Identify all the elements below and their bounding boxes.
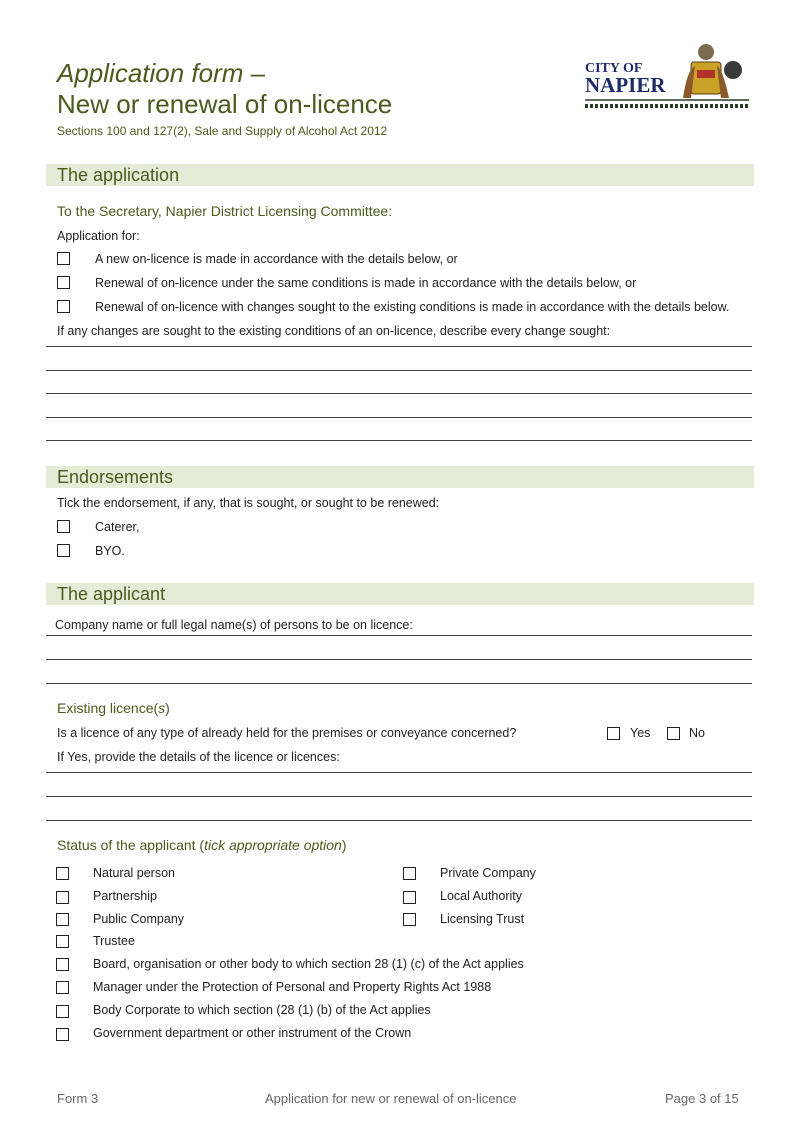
changes-input-line-5[interactable]	[46, 440, 752, 441]
checkbox-renewal-with-changes[interactable]	[57, 300, 70, 313]
checkbox-government-department[interactable]	[56, 1028, 69, 1041]
section-band-application	[46, 164, 754, 186]
option-caterer: Caterer,	[95, 520, 140, 534]
section-band-applicant	[46, 583, 754, 605]
changes-input-line-1[interactable]	[46, 346, 752, 347]
checkbox-caterer[interactable]	[57, 520, 70, 533]
option-licensing-trust: Licensing Trust	[440, 912, 525, 926]
checkbox-public-company[interactable]	[56, 913, 69, 926]
decorative-border-icon	[585, 100, 749, 106]
form-title-line1: Application form –	[57, 58, 266, 88]
coat-of-arms-icon	[683, 44, 742, 98]
section-title-applicant: The applicant	[57, 584, 166, 604]
section-title-endorsements: Endorsements	[57, 467, 174, 487]
footer-page-number: Page 3 of 15	[665, 1091, 739, 1106]
no-label: No	[689, 726, 705, 740]
option-public-company: Public Company	[93, 912, 185, 926]
option-renewal-with-changes: Renewal of on-licence with changes sought to the existing conditions is made in accordance with the details below.	[95, 300, 730, 314]
changes-input-line-4[interactable]	[46, 417, 752, 418]
application-for-label: Application for:	[57, 229, 140, 243]
option-board-organisation: Board, organisation or other body to which section 28 (1) (c) of the Act applies	[93, 957, 524, 971]
checkbox-byo[interactable]	[57, 544, 70, 557]
option-local-authority: Local Authority	[440, 889, 522, 903]
option-body-corporate: Body Corporate to which section (28 (1) (b) of the Act applies	[93, 1003, 431, 1017]
logo-line1: CITY OF	[585, 61, 643, 76]
checkbox-no[interactable]	[667, 727, 680, 740]
checkbox-new-licence[interactable]	[57, 252, 70, 265]
yes-label: Yes	[630, 726, 651, 740]
section-title-application: The application	[57, 165, 180, 185]
option-renewal-same-conditions: Renewal of on-licence under the same conditions is made in accordance with the details below, or	[95, 276, 637, 290]
changes-input-line-2[interactable]	[46, 370, 752, 371]
option-partnership: Partnership	[93, 889, 157, 903]
licence-details-prompt: If Yes, provide the details of the licence or licences:	[57, 750, 340, 764]
checkbox-private-company[interactable]	[403, 867, 416, 880]
checkbox-board-organisation[interactable]	[56, 958, 69, 971]
option-natural-person: Natural person	[93, 866, 175, 880]
option-new-licence: A new on-licence is made in accordance with the details below, or	[95, 252, 458, 266]
company-name-input-line-2[interactable]	[46, 659, 752, 660]
checkbox-yes[interactable]	[607, 727, 620, 740]
existing-licence-heading: Existing licence(s)	[57, 700, 170, 716]
footer-title: Application for new or renewal of on-licence	[265, 1091, 517, 1106]
checkbox-natural-person[interactable]	[56, 867, 69, 880]
licence-details-input-line-2[interactable]	[46, 796, 752, 797]
option-byo: BYO.	[95, 544, 125, 558]
addressee-line: To the Secretary, Napier District Licensing Committee:	[57, 203, 393, 219]
city-of-napier-logo	[583, 40, 753, 118]
option-manager: Manager under the Protection of Personal and Property Rights Act 1988	[93, 980, 492, 994]
checkbox-renewal-same-conditions[interactable]	[57, 276, 70, 289]
checkbox-trustee[interactable]	[56, 935, 69, 948]
existing-licence-question: Is a licence of any type of already held for the premises or conveyance concerned?	[57, 726, 517, 740]
option-private-company: Private Company	[440, 866, 536, 880]
checkbox-licensing-trust[interactable]	[403, 913, 416, 926]
changes-input-line-3[interactable]	[46, 393, 752, 394]
endorsement-prompt: Tick the endorsement, if any, that is sought, or sought to be renewed:	[57, 496, 440, 510]
checkbox-manager[interactable]	[56, 981, 69, 994]
form-subtitle: Sections 100 and 127(2), Sale and Supply of Alcohol Act 2012	[57, 124, 388, 138]
section-band-endorsements	[46, 466, 754, 488]
checkbox-body-corporate[interactable]	[56, 1005, 69, 1018]
checkbox-local-authority[interactable]	[403, 891, 416, 904]
form-title-line2: New or renewal of on-licence	[57, 89, 393, 119]
status-heading: Status of the applicant (tick appropriate option)	[57, 837, 347, 853]
changes-prompt: If any changes are sought to the existing conditions of an on-licence, describe every change sought:	[57, 324, 611, 338]
company-name-label: Company name or full legal name(s) of persons to be on licence:	[55, 618, 413, 632]
option-government-department: Government department or other instrument of the Crown	[93, 1026, 412, 1040]
company-name-input-line-3[interactable]	[46, 683, 752, 684]
company-name-input-line-1[interactable]	[46, 635, 752, 636]
option-trustee: Trustee	[93, 934, 135, 948]
logo-line2: NAPIER	[585, 73, 666, 97]
licence-details-input-line-1[interactable]	[46, 772, 752, 773]
licence-details-input-line-3[interactable]	[46, 820, 752, 821]
footer-form-number: Form 3	[57, 1091, 99, 1106]
checkbox-partnership[interactable]	[56, 891, 69, 904]
